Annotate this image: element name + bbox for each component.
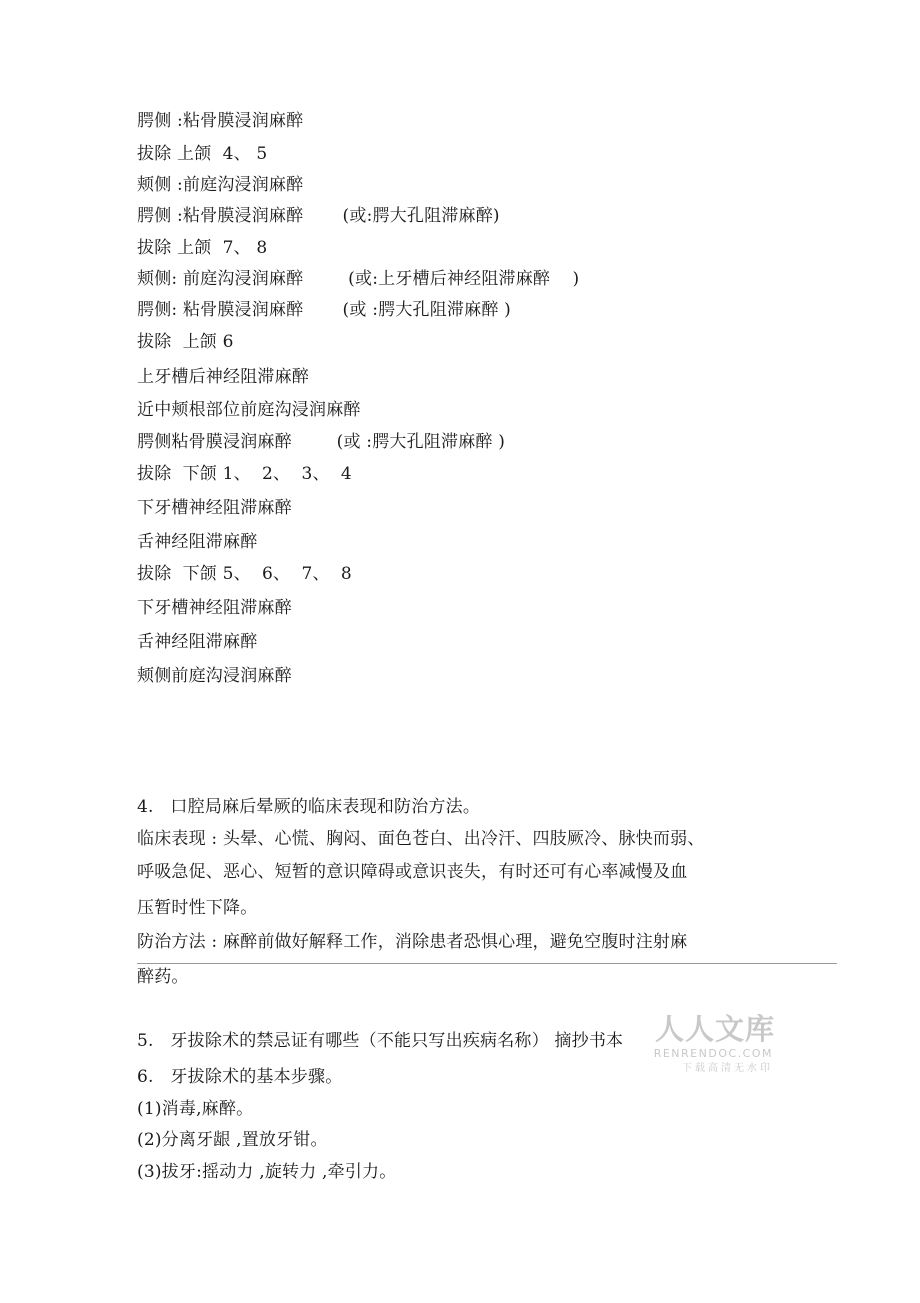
text-line: 压暂时性下降。 <box>137 898 258 918</box>
text-line: 防治方法 : 麻醉前做好解释工作，消除患者恐惧心理，避免空腹时注射麻 <box>137 932 688 952</box>
watermark-logo <box>650 1012 775 1082</box>
text-line: 腭侧: 粘骨膜浸润麻醉 (或 :腭大孔阻滞麻醉 ) <box>137 300 511 320</box>
text-line: 拔除 下颌 1、 2、 3、 4 <box>137 464 352 484</box>
text-line: 拔除 上颌 7、 8 <box>137 238 268 258</box>
list-item: (3)拔牙:摇动力 ,旋转力 ,牵引力。 <box>137 1162 397 1182</box>
text-line: 颊侧前庭沟浸润麻醉 <box>137 666 292 686</box>
list-item: (1)消毒,麻醉。 <box>137 1099 254 1119</box>
text-line: 腭侧粘骨膜浸润麻醉 (或 :腭大孔阻滞麻醉 ) <box>137 432 506 452</box>
text-line: 醉药。 <box>137 967 189 987</box>
text-line: 拔除 上颌 6 <box>137 332 234 352</box>
text-line: 拔除 上颌 4、 5 <box>137 144 268 164</box>
question-heading: 6. 牙拔除术的基本步骤。 <box>137 1067 343 1087</box>
divider <box>137 963 837 964</box>
watermark-subtitle: 下载高清无水印 <box>682 1063 773 1074</box>
text-line: 舌神经阻滞麻醉 <box>137 532 258 552</box>
text-line: 上牙槽后神经阻滞麻醉 <box>137 367 309 387</box>
text-line: 腭侧 :粘骨膜浸润麻醉 <box>137 111 304 131</box>
text-line: 下牙槽神经阻滞麻醉 <box>137 598 292 618</box>
text-line: 拔除 下颌 5、 6、 7、 8 <box>137 564 352 584</box>
text-line: 舌神经阻滞麻醉 <box>137 632 258 652</box>
question-heading: 5. 牙拔除术的禁忌证有哪些（不能只写出疾病名称） 摘抄书本 <box>137 1031 624 1051</box>
watermark-title: 人人文库 <box>654 1012 775 1046</box>
text-line: 颊侧: 前庭沟浸润麻醉 (或:上牙槽后神经阻滞麻醉 ) <box>137 269 580 289</box>
watermark-url: RENRENDOC.COM <box>653 1047 773 1060</box>
text-line: 下牙槽神经阻滞麻醉 <box>137 498 292 518</box>
question-heading: 4. 口腔局麻后晕厥的临床表现和防治方法。 <box>137 797 481 817</box>
text-line: 近中颊根部位前庭沟浸润麻醉 <box>137 400 361 420</box>
text-line: 腭侧 :粘骨膜浸润麻醉 (或:腭大孔阻滞麻醉) <box>137 206 500 226</box>
text-line: 临床表现 : 头晕、心慌、胸闷、面色苍白、出冷汗、四肢厥冷、脉快而弱、 <box>137 829 705 849</box>
text-line: 呼吸急促、恶心、短暂的意识障碍或意识丧失，有时还可有心率减慢及血 <box>137 862 688 882</box>
text-line: 颊侧 :前庭沟浸润麻醉 <box>137 175 304 195</box>
list-item: (2)分离牙龈 ,置放牙钳。 <box>137 1130 328 1150</box>
